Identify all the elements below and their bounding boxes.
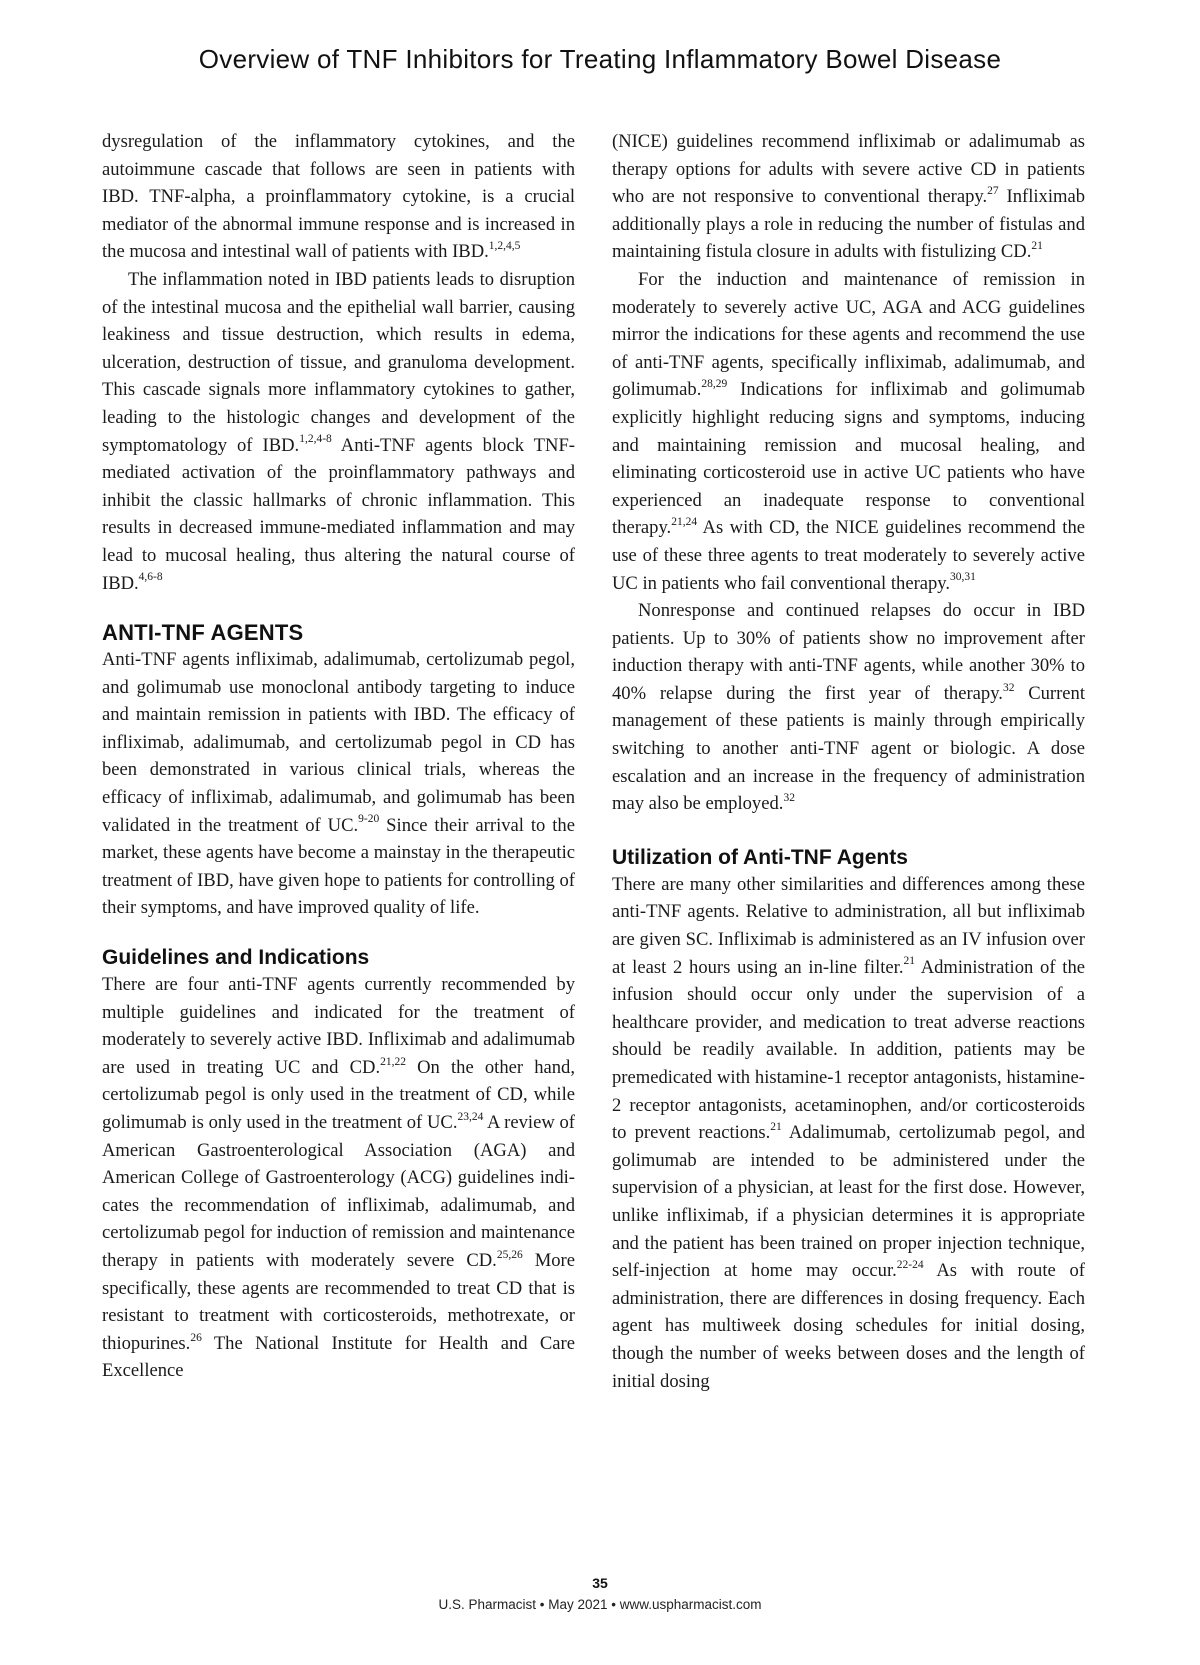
section-heading-utilization: Utilization of Anti-TNF Agents xyxy=(612,845,908,869)
citation: 21 xyxy=(1031,240,1043,253)
paragraph: Nonresponse and continued relapses do occur in IBD patients. Up to 30% of patients show no improvement after induction therapy with anti-TNF agents, while another 30% to 40% relapse during the first year of therapy.$^{32}$ Current management of these patients is mainly through empirically switching to another anti-TNF agent or biologic. A dose escalation and an increase in the frequency of administration may also be employed.$^{32}$ xyxy=(612,600,1085,815)
citation: 27 xyxy=(987,185,999,197)
page-number: 35 xyxy=(592,1575,608,1591)
paragraph: For the induction and maintenance of remission in moderately to severely active UC, AGA and ACG guidelines mirror the indications for these agents and recommend the use of anti-TNF agents, specifically infliximab, adalimumab, and golimumab.$^{28,29}$ Indications for infliximab and golimumab explicitly highlight reducing signs and symptoms, inducing and maintaining remission and mucosal healing, and eliminating corticosteroid use in active UC patients who have experienced an inadequate response to conventional therapy.$^{21,24}$ As with CD, the NICE guidelines recommend the use of these three agents to treat moderately to severely active UC in patients who fail conventional therapy.$^{30,31}$ xyxy=(612,268,1085,594)
citation: 28,29 xyxy=(701,378,728,391)
citation: 1,2,4-8 xyxy=(299,433,332,446)
citation: 4,6-8 xyxy=(138,571,163,584)
citation: 21,22 xyxy=(380,1055,406,1068)
citation: 32 xyxy=(1002,681,1015,694)
citation: 22-24 xyxy=(896,1258,924,1271)
citation: 26 xyxy=(190,1331,202,1344)
publication-footer: U.S. Pharmacist • May 2021 • www.uspharmacist.com xyxy=(438,1597,762,1612)
paragraph: (NICE) guidelines recommend infliximab or adalimumab as therapy options for adults with severe active CD in patients who are not responsive to conventional therapy.$^{27}$ Infliximab additionally plays a role in reducing the number of fistulas and maintaining fistula closure in adults with fistulizing CD.$^{21}$ xyxy=(612,131,1085,263)
citation: 23,24 xyxy=(457,1110,484,1123)
citation: 21 xyxy=(770,1121,782,1133)
paragraph: There are many other similarities and differences among these anti-TNF agents. Relative to administration, all but infliximab are given SC. Infliximab is administered as an IV infusion over at least 2 hours using an in-line filter.$^{21}$ Administration of the infusion should occur only under the supervision of a healthcare provider, and medication to treat adverse reactions should be readily available. In addition, patients may be premedicated with histamine-1 receptor antagonists, histamine-2 receptor antagonists, acetaminophen, and/or corticosteroids to prevent reactions.$^{21}$ Adalimumab, certolizumab pegol, and golimumab are intended to be administered under the supervision of a physician, at least for the first dose. However, unlike infliximab, if a physician determines it is appropriate and the patient has been trained on proper injection technique, self-injection at home may occur.$^{22-24}$ As with route of administration, there are differences in dosing frequency. Each agent has multiweek dosing schedules for initial dosing, though the number of weeks between doses and the length of initial dosing xyxy=(612,873,1085,1392)
running-title: Overview of TNF Inhibitors for Treating Inflammatory Bowel Disease xyxy=(198,44,1002,74)
section-heading-anti-tnf-agents: ANTI-TNF AGENTS xyxy=(102,620,304,646)
citation: 9-20 xyxy=(358,813,380,826)
citation: 21,24 xyxy=(671,516,698,529)
citation: 25,26 xyxy=(496,1248,523,1261)
citation: 30,31 xyxy=(950,571,976,584)
section-heading-guidelines: Guidelines and Indications xyxy=(102,946,370,970)
paragraph: There are four anti-TNF agents currently recommended by multiple guidelines and indicated for the treatment of moderately to severely active IBD. Infliximab and adalimumab are used in treating UC and CD.$^{21,22}$ On the other hand, certolizumab pegol is only used in the treatment of CD, while golimumab is only used in the treatment of UC.$^{23,24}$ A review of American Gastroenterological Association (AGA) and American College of Gastroenterology (ACG) guidelines indicates the recommendation of infliximab, adalimumab, and certolizumab pegol for induction of remission and maintenance therapy in patients with moderately severe CD.$^{25,26}$ More specifically, these agents are recommended to treat CD that is resistant to treatment with corticosteroids, methotrexate, or thiopurines.$^{26}$ The National Institute for Health and Care Excellence xyxy=(102,974,576,1382)
paragraph: Anti-TNF agents infliximab, adalimumab, certolizumab pegol, and golimumab use monoclonal antibody targeting to induce and maintain remission in patients with IBD. The efficacy of infliximab, adalimumab, and certolizumab pegol in CD has been demonstrated in various clinical trials, whereas the efficacy of infliximab, adalimumab, and golimumab has been validated in the treatment of UC.$^{9-20}$ Since their arrival to the market, these agents have become a mainstay in the therapeutic treatment of IBD, have given hope to patients for controlling of their symptoms, and have improved quality of life. xyxy=(102,649,575,919)
right-column xyxy=(612,128,1085,1395)
citation: 32 xyxy=(783,792,795,805)
paragraph: The inflammation noted in IBD patients leads to disruption of the intestinal mucosa and the epithelial wall barrier, causing leakiness and tissue destruction, which results in edema, ulceration, destruction of tissue, and granuloma development. This cascade signals more inflammatory cytokines to gather, leading to the histologic changes and development of the symptomatology of IBD.$^{1,2,4-8}$ Anti-TNF agents block TNF-mediated activation of the proinflammatory pathways and inhibit the classic hallmarks of chronic inflammation. This results in decreased immune-mediated inflammation and may lead to mucosal healing, thus altering the natural course of IBD.$^{4,6-8}$ xyxy=(102,268,575,594)
citation: 21 xyxy=(903,955,915,968)
citation: 1,2,4,5 xyxy=(488,240,521,253)
left-column xyxy=(102,128,575,1385)
paragraph: dysregulation of the inflammatory cytokines, and the autoimmune cascade that follows are seen in patients with IBD. TNF-alpha, a proinflammatory cytokine, is a crucial mediator of the abnormal immune response and is increased in the mucosa and intestinal wall of patients with IBD.$^{1,2,4,5}$ xyxy=(102,131,575,263)
